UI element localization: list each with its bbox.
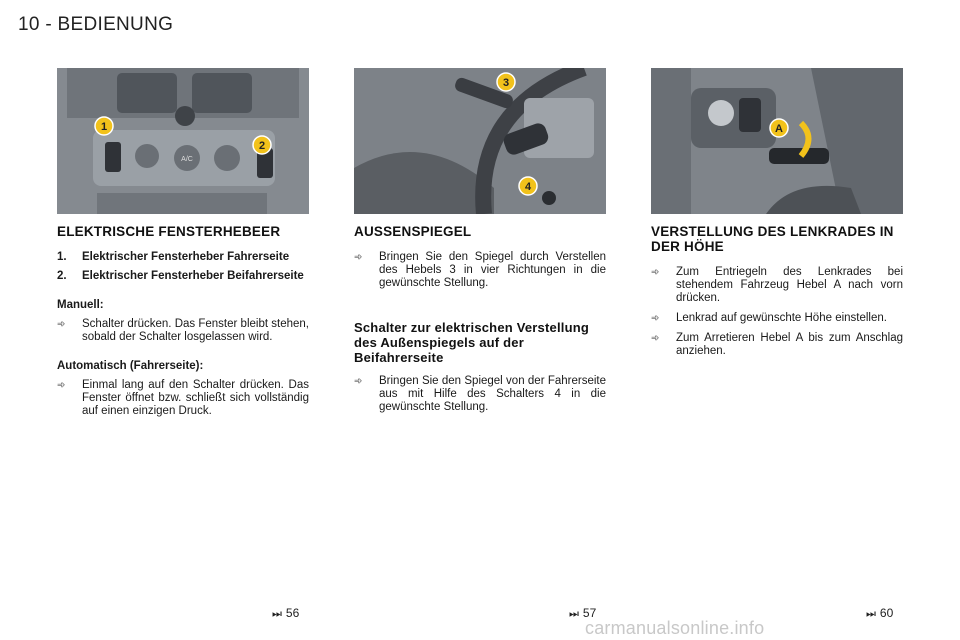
- page-reference-60[interactable]: ⏭ 60: [866, 606, 894, 620]
- column-steering: [651, 68, 903, 358]
- section-title-mirrors: AUSSENSPIEGEL: [354, 224, 472, 239]
- svg-text:A: A: [775, 123, 783, 135]
- watermark: carmanualsonline.info: [585, 618, 765, 638]
- page-reference-57[interactable]: ⏭ 57: [569, 606, 597, 620]
- arrow-bullet-icon: ➾: [651, 333, 660, 344]
- auto-label: Automatisch (Fahrerseite):: [57, 360, 204, 372]
- bullet-item: ➾ Bringen Sie den Spiegel von der Fahrerseite aus mit Hilfe des Schalters 4 in die gewünschte Stellung.: [354, 375, 606, 413]
- bullet-item: ➾ Zum Entriegeln des Lenkrades bei stehendem Fahrzeug Hebel A nach vorn drücken.: [651, 266, 903, 304]
- callout-2: [253, 136, 271, 154]
- arrow-bullet-icon: ➾: [354, 376, 363, 387]
- section-title-steering: VERSTELLUNG DES LENKRADES IN DER HÖHE: [651, 224, 894, 254]
- bullet-item: ➾ Schalter drücken. Das Fenster bleibt stehen, sobald der Schalter losgelassen wird.: [57, 318, 309, 343]
- callout-A: [770, 119, 788, 137]
- page-ref-icon: ⏭: [272, 608, 282, 620]
- photo-mirror-controls: [354, 68, 606, 214]
- callout-3: [497, 73, 515, 91]
- svg-text:2: 2: [258, 140, 266, 152]
- bullet-item: ➾ Zum Arretieren Hebel A bis zum Anschlag anziehen.: [651, 332, 903, 357]
- list-item: 2. Elektrischer Fensterheber Beifahrerseite: [57, 270, 304, 282]
- page-ref-icon: ⏭: [569, 608, 579, 620]
- column-mirrors: [354, 68, 606, 414]
- subsection-title-electric-mirror: Schalter zur elektrischen Verstellung des Außenspiegels auf der Beifahrerseite: [354, 320, 589, 365]
- callout-1: [95, 117, 113, 135]
- arrow-bullet-icon: ➾: [354, 252, 363, 263]
- section-title-window-lifters: ELEKTRISCHE FENSTERHEBEER: [57, 224, 281, 239]
- bullet-item: ➾ Bringen Sie den Spiegel durch Verstellen des Hebels 3 in vier Richtungen in die gewünschte Stellung.: [354, 251, 606, 289]
- svg-text:4: 4: [524, 181, 532, 193]
- photo-window-switches: [57, 68, 309, 214]
- page-ref-icon: ⏭: [866, 608, 876, 620]
- arrow-bullet-icon: ➾: [57, 380, 66, 391]
- arrow-bullet-icon: ➾: [651, 313, 660, 324]
- svg-text:1: 1: [100, 121, 108, 133]
- manual-label: Manuell:: [57, 299, 104, 311]
- arrow-bullet-icon: ➾: [651, 267, 660, 278]
- arrow-bullet-icon: ➾: [57, 319, 66, 330]
- page-reference-56[interactable]: ⏭ 56: [272, 606, 300, 620]
- callout-4: [519, 177, 537, 195]
- svg-text:3: 3: [502, 77, 510, 89]
- page-title: 10 - BEDIENUNG: [18, 14, 174, 35]
- photo-steering-lever: [651, 68, 903, 214]
- column-window-lifters: [57, 68, 309, 418]
- numbered-list: [57, 251, 309, 283]
- bullet-item: ➾ Lenkrad auf gewünschte Höhe einstellen.: [651, 312, 887, 324]
- list-item: 1. Elektrischer Fensterheber Fahrerseite: [57, 251, 290, 263]
- ac-button-label: A/C: [181, 156, 193, 163]
- bullet-item: ➾ Einmal lang auf den Schalter drücken. Das Fenster öffnet bzw. schließt sich vollständig auf einen einzigen Druck.: [57, 379, 309, 417]
